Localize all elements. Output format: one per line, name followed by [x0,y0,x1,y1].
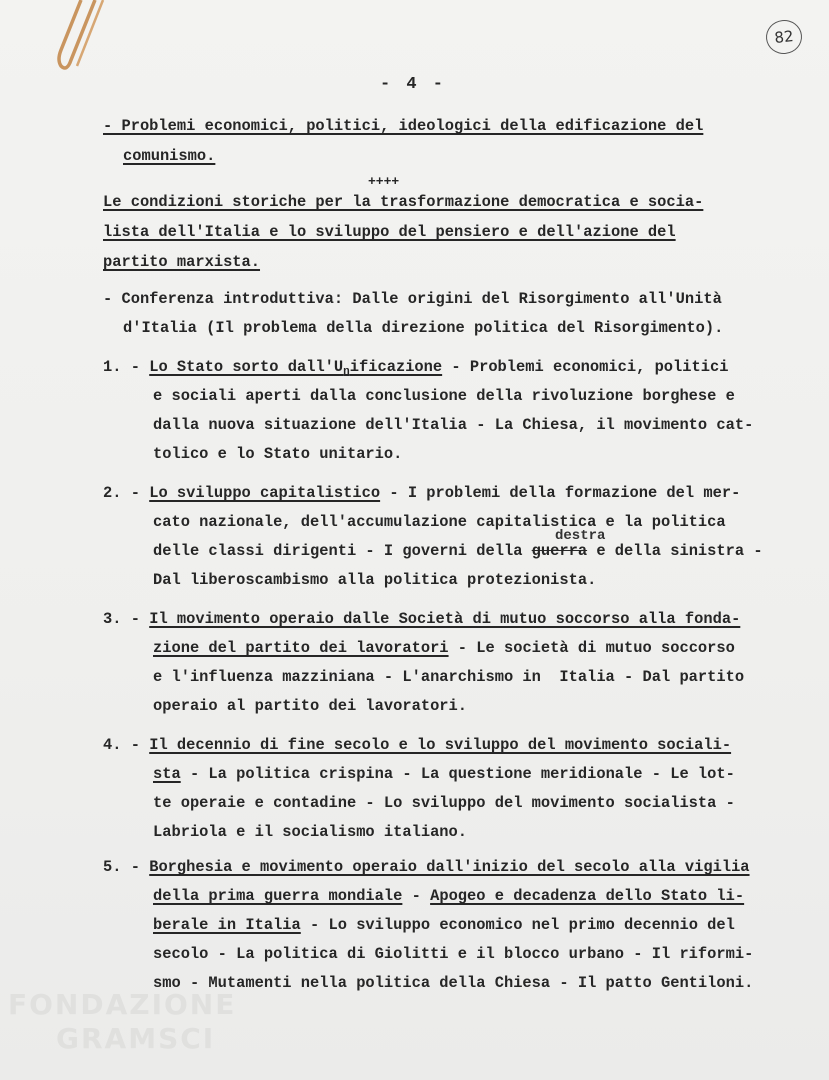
item-text: delle classi dirigenti - I governi della guerra e della sinistra - [153,542,763,560]
item-title: della prima guerra mondiale [153,887,403,905]
page-header: - 4 - [380,75,447,94]
item-text: Labriola e il socialismo italiano. [153,823,468,841]
item-text: Dal liberoscambismo alla politica protezionista. [153,571,597,589]
item-text: berale in Italia - Lo sviluppo economico nel primo decennio del [153,916,735,934]
list-item [103,735,731,755]
item-number: 5. - [103,858,140,876]
item-title: Borghesia e movimento operaio dall'inizio del secolo alla vigilia [149,858,750,876]
item-text: te operaie e contadine - Lo sviluppo del movimento socialista - [153,794,735,812]
section-title: lista dell'Italia e lo sviluppo del pensiero e dell'azione del [103,223,676,241]
conference-line: d'Italia (Il problema della direzione politica del Risorgimento). [123,319,724,337]
section-title: Le condizioni storiche per la trasformazione democratica e socia- [103,193,704,211]
archive-page-number: 82 [764,18,803,56]
item-title: Il decennio di fine secolo e lo sviluppo del movimento sociali- [149,736,732,754]
item-text: secolo - La politica di Giolitti e il blocco urbano - Il riformi- [153,945,754,963]
list-item: 2. - Lo sviluppo capitalistico - I problemi della formazione del mer- [103,484,741,502]
item-text: smo - Mutamenti nella politica della Chiesa - Il patto Gentiloni. [153,974,754,992]
handwritten-insert: destra [555,528,606,544]
conference-line: - Conferenza introduttiva: Dalle origini del Risorgimento all'Unità [103,290,722,308]
list-item [103,609,740,629]
list-item: 1. - Lo Stato sorto dall'Unificazione - Problemi economici, politici [103,358,729,378]
section-title: partito marxista. [103,253,261,271]
watermark-line: GRAMSCI [56,1022,216,1055]
item-subtitle: Apogeo e decadenza dello Stato li- [430,887,745,905]
item-number: 1. - [103,358,140,376]
item-number: 2. - [103,484,140,502]
item-text: e sociali aperti dalla conclusione della rivoluzione borghese e [153,387,735,405]
item-title: zione del partito dei lavoratori [153,639,449,657]
watermark-logo [6,988,237,1078]
item-text: zione del partito dei lavoratori - Le società di mutuo soccorso [153,639,735,657]
struck-word: guerra [531,542,588,560]
item-text: cato nazionale, dell'accumulazione capitalistica e la politica [153,513,726,531]
list-item [103,857,750,877]
item-text: e l'influenza mazziniana - L'anarchismo in Italia - Dal partito [153,668,745,686]
item-number: 4. - [103,736,140,754]
item-subtitle: berale in Italia [153,916,301,934]
intro-line: comunismo. [123,147,216,165]
item-text: sta - La politica crispina - La questione meridionale - Le lot- [153,765,735,783]
item-text: dalla nuova situazione dell'Italia - La Chiesa, il movimento cat- [153,416,754,434]
intro-line: - Problemi economici, politici, ideologici della edificazione del [103,117,704,135]
watermark-line: FONDAZIONE [8,988,237,1021]
item-title: Lo sviluppo capitalistico [149,484,381,502]
separator: ++++ [368,174,400,189]
item-number: 3. - [103,610,140,628]
item-text: tolico e lo Stato unitario. [153,445,403,463]
item-text: operaio al partito dei lavoratori. [153,697,468,715]
item-title: sta [153,765,181,783]
item-title: Lo Stato sorto dall'Unificazione [149,358,443,378]
item-text: della prima guerra mondiale - Apogeo e decadenza dello Stato li- [153,887,745,905]
paperclip-icon [55,0,107,76]
item-title: Il movimento operaio dalle Società di mutuo soccorso alla fonda- [149,610,741,628]
